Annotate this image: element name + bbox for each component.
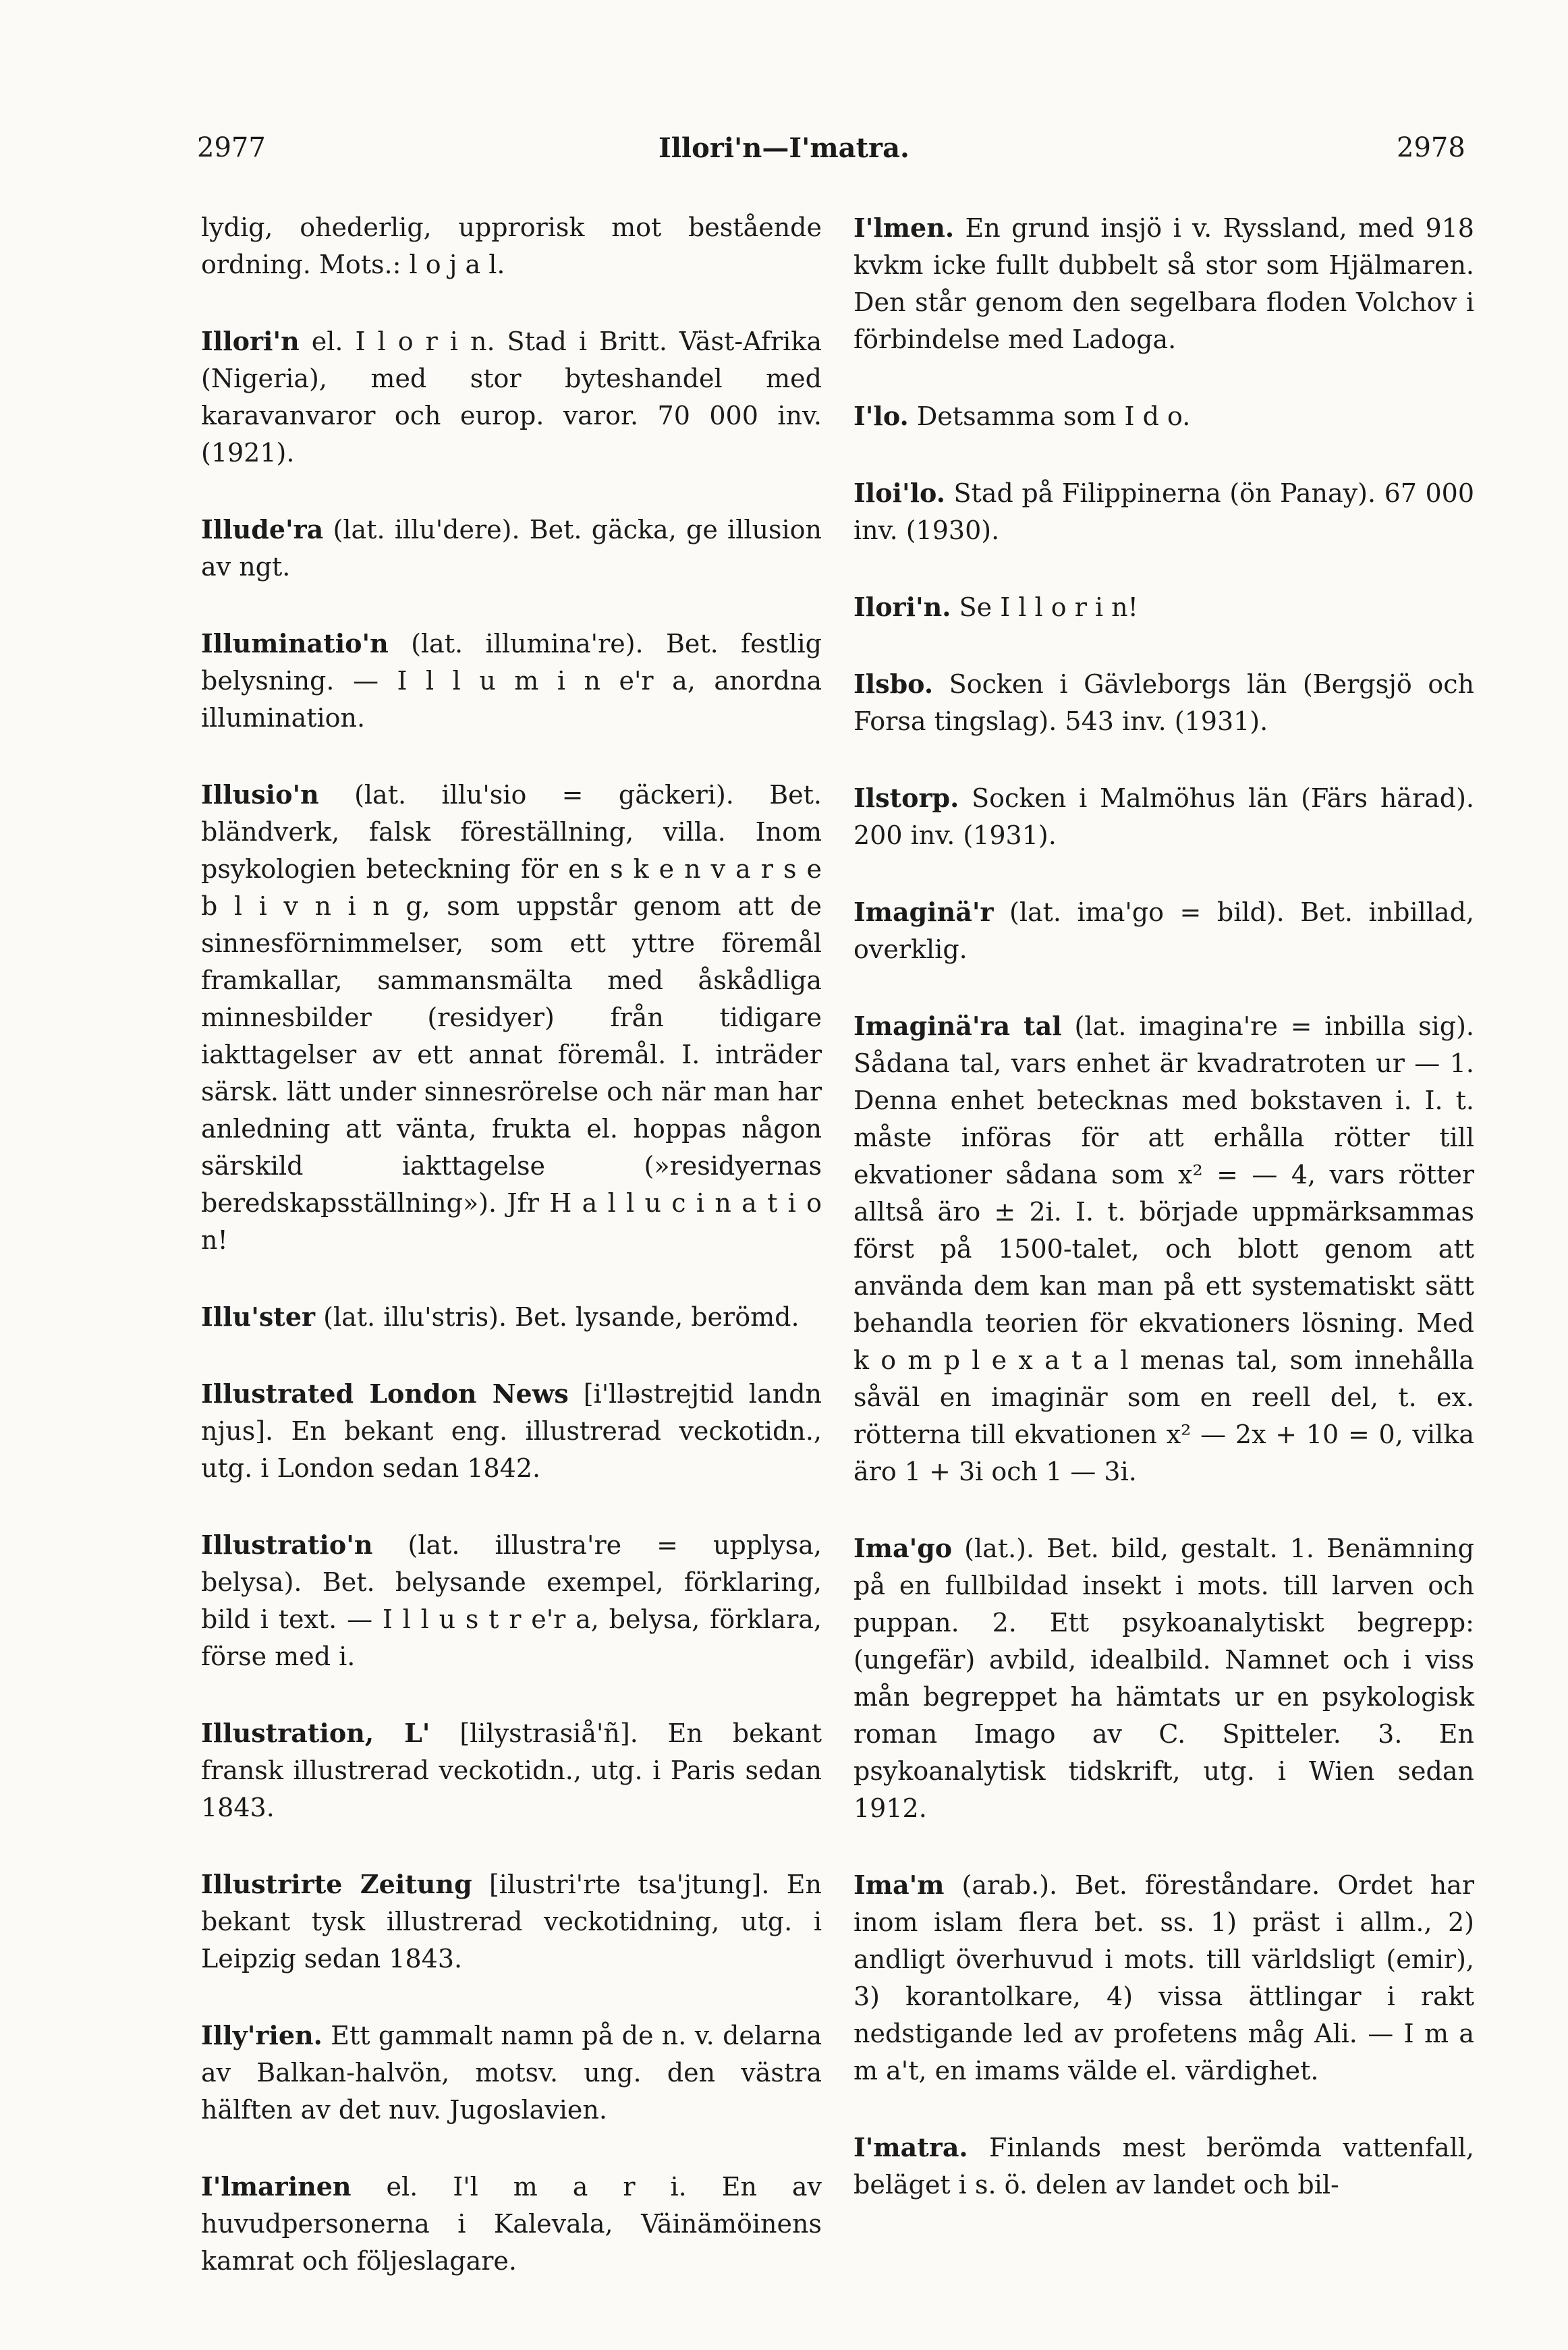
headword: I'lmarinen — [201, 2171, 352, 2202]
entry-ilstorp: Ilstorp. Socken i Malmöhus län (Färs härad). 200 inv. (1931). — [853, 783, 1474, 850]
entry-illustration: Illustratio'n (lat. illustra're = upplysa, belysa). Bet. belysande exempel, förklaring, bild i text. — I l l u s t r e'r a, belysa, förklara, förse med i. — [201, 1530, 822, 1671]
headword: Iloi'lo. — [853, 478, 945, 508]
headword: Ima'm — [853, 1870, 945, 1900]
headword: Illuminatio'n — [201, 628, 389, 659]
headword: Illude'ra — [201, 514, 324, 544]
page-number-left: 2977 — [197, 132, 266, 163]
entry-illumination: Illuminatio'n (lat. illumina're). Bet. festlig belysning. — I l l u m i n e'r a, anordna illumination. — [201, 628, 822, 733]
running-title: Illori'n—I'matra. — [659, 132, 909, 164]
headword: Illustrirte Zeitung — [201, 1869, 472, 1899]
headword: I'matra. — [853, 2132, 968, 2162]
headword: Ima'go — [853, 1533, 953, 1563]
entry-imago: Ima'go (lat.). Bet. bild, gestalt. 1. Benämning på en fullbildad insekt i mots. till larven och puppan. 2. Ett psykoanalytiskt begrepp: (ungefär) avbild, idealbild. Namnet och i viss mån begreppet ha hämtats ur en psykologisk roman Imago av C. Spitteler. 3. En psykoanalytisk tidskrift, utg. i Wien sedan 1912. — [853, 1533, 1474, 1823]
entry-imatra: I'matra. Finlands mest berömda vattenfall, beläget i s. ö. delen av landet och bil- — [853, 2132, 1474, 2200]
headword: Imaginä'ra tal — [853, 1011, 1062, 1041]
entry-illyrien: Illy'rien. Ett gammalt namn på de n. v. delarna av Balkan-halvön, motsv. ung. den västra hälften av det nuv. Jugoslavien. — [201, 2020, 822, 2125]
entry-iloilo: Iloi'lo. Stad på Filippinerna (ön Panay). 67 000 inv. (1930). — [853, 478, 1474, 545]
entry-ilorin: Ilori'n. Se I l l o r i n! — [853, 592, 1138, 622]
page-header — [0, 132, 1568, 173]
entry-imaginar: Imaginä'r (lat. ima'go = bild). Bet. inbillad, overklig. — [853, 897, 1474, 964]
entry-ilmarinen: I'lmarinen el. I'l m a r i. En av huvudpersonerna i Kalevala, Väinämöinens kamrat och följeslagare. — [201, 2171, 822, 2276]
headword: Illusio'n — [201, 779, 319, 810]
page-number-right: 2978 — [1397, 132, 1465, 163]
headword: Ilstorp. — [853, 783, 959, 813]
entry-illusion: Illusio'n (lat. illu'sio = gäckeri). Bet. bländverk, falsk föreställning, villa. Inom psykologien beteckning för en s k e n v a r s e b l i v n i n g, som uppstår genom att de sinnesförnimmelser, som ett yttre föremål framkallar, sammansmälta med åskådliga minnesbilder (residyer) från tidigare iakttagelser av ett annat föremål. I. inträder särsk. lätt under sinnesrörelse och när man har anledning att vänta, frukta el. hoppas någon särskild iakttagelse (»residyernas beredskapsställning»). Jfr H a l l u c i n a t i o n! — [201, 779, 822, 1255]
entry-illustrirte-zeitung: Illustrirte Zeitung [ilustri'rte tsa'jtung]. En bekant tysk illustrerad veckotidning, utg. i Leipzig sedan 1843. — [201, 1869, 822, 1974]
entry-ilo: I'lo. Detsamma som I d o. — [853, 401, 1191, 431]
headword: Illustrated London News — [201, 1378, 569, 1409]
entry-illorin: Illori'n el. I l o r i n. Stad i Britt. Väst-Afrika (Nigeria), med stor byteshandel med karavanvaror och europ. varor. 70 000 inv. (1921). — [201, 326, 822, 468]
right-column — [853, 209, 1474, 2243]
headword: Imaginä'r — [853, 897, 994, 927]
entry-illudera: Illude'ra (lat. illu'dere). Bet. gäcka, ge illusion av ngt. — [201, 514, 822, 582]
entry-illuster: Illu'ster (lat. illu'stris). Bet. lysande, berömd. — [201, 1302, 800, 1332]
headword: I'lmen. — [853, 213, 955, 243]
headword: Illori'n — [201, 326, 300, 356]
entry-ilsbo: Ilsbo. Socken i Gävleborgs län (Bergsjö och Forsa tingslag). 543 inv. (1931). — [853, 669, 1474, 736]
entry-illustrated-london-news: Illustrated London News [i'lləstrejtid landn njus]. En bekant eng. illustrerad veckotidn., utg. i London sedan 1842. — [201, 1378, 822, 1483]
headword: Illustratio'n — [201, 1530, 373, 1560]
entry-imaginara-tal: Imaginä'ra tal (lat. imagina're = inbilla sig). Sådana tal, vars enhet är kvadratroten ur — 1. Denna enhet betecknas med bokstaven i. I. t. måste införas för att erhålla rötter till ekvationer sådana som x² = — 4, vars rötter alltså äro ± 2i. I. t. började uppmärksammas först på 1500-talet, och blott genom att använda dem kan man på ett systematiskt sätt behandla teorien för ekvationers lösning. Med k o m p l e x a t a l menas tal, som innehålla såväl en imaginär som en reell del, t. ex. rötterna till ekvationen x² — 2x + 10 = 0, vilka äro 1 + 3i och 1 — 3i. — [853, 1011, 1475, 1486]
entry-imam: Ima'm (arab.). Bet. föreståndare. Ordet har inom islam flera bet. ss. 1) präst i allm., 2) andligt överhuvud i mots. till världsligt (emir), 3) korantolkare, 4) vissa ättlingar i rakt nedstigande led av profetens måg Ali. — I m a m a't, en imams välde el. värdighet. — [853, 1870, 1474, 2086]
headword: Illu'ster — [201, 1302, 316, 1332]
headword: Ilsbo. — [853, 669, 934, 699]
headword: I'lo. — [853, 401, 909, 431]
entry-ilmen: I'lmen. En grund insjö i v. Ryssland, med 918 kvkm icke fullt dubbelt så stor som Hjälmaren. Den står genom den segelbara floden Volchov i förbindelse med Ladoga. — [853, 213, 1474, 354]
left-column — [201, 209, 822, 2319]
headword: Illustration, L' — [201, 1718, 430, 1748]
entry-continuation: lydig, ohederlig, upprorisk mot bestående ordning. Mots.: l o j a l. — [201, 213, 822, 279]
headword: Ilori'n. — [853, 592, 951, 622]
headword: Illy'rien. — [201, 2020, 323, 2050]
entry-lillustration: Illustration, L' [lilystrasiå'ñ]. En bekant fransk illustrerad veckotidn., utg. i Paris sedan 1843. — [201, 1718, 822, 1822]
